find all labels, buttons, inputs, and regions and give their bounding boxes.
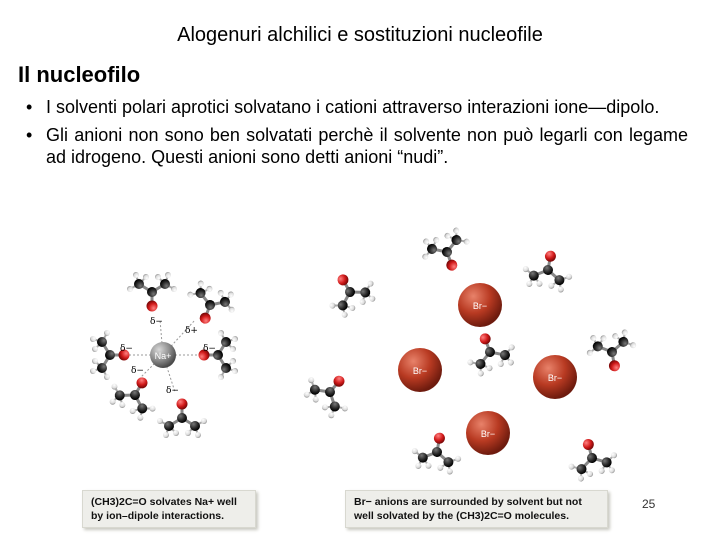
bullet-list	[26, 96, 688, 174]
delta-minus-label: δ−	[131, 366, 144, 376]
bromide-label: Br−	[480, 429, 496, 439]
delta-minus-label: δ−	[120, 344, 133, 354]
na-solvation-cluster	[90, 272, 240, 438]
slide-title: Alogenuri alchilici e sostituzioni nucleofile	[177, 24, 543, 46]
delta-minus-label: δ−	[203, 344, 216, 354]
delta-minus-label: δ−	[166, 386, 179, 396]
sodium-label: Na+	[154, 351, 172, 361]
bullet-item-2: • Gli anioni non sono ben solvatati perchè il solvente non può legarli con legame ad idrogeno. Questi anioni sono detti anioni “nudi”.	[26, 124, 688, 168]
bromide-label: Br−	[472, 301, 488, 311]
br-solvation-cluster	[298, 225, 640, 484]
bullet-item-1: • I solventi polari aprotici solvatano i cationi attraverso interazioni ione—dipolo.	[26, 96, 688, 118]
page-number: 25	[642, 497, 656, 511]
delta-minus-label: δ−	[150, 317, 163, 327]
section-heading: Il nucleofilo	[18, 62, 141, 87]
left-caption: (CH3)2C=O solvates Na+ well by ion–dipole interactions.	[82, 490, 256, 528]
bromide-label: Br−	[412, 366, 428, 376]
right-caption: Br− anions are surrounded by solvent but not well solvated by the (CH3)2C=O molecules.	[345, 490, 608, 528]
delta-plus-label: δ+	[185, 326, 198, 336]
bromide-label: Br−	[547, 373, 563, 383]
